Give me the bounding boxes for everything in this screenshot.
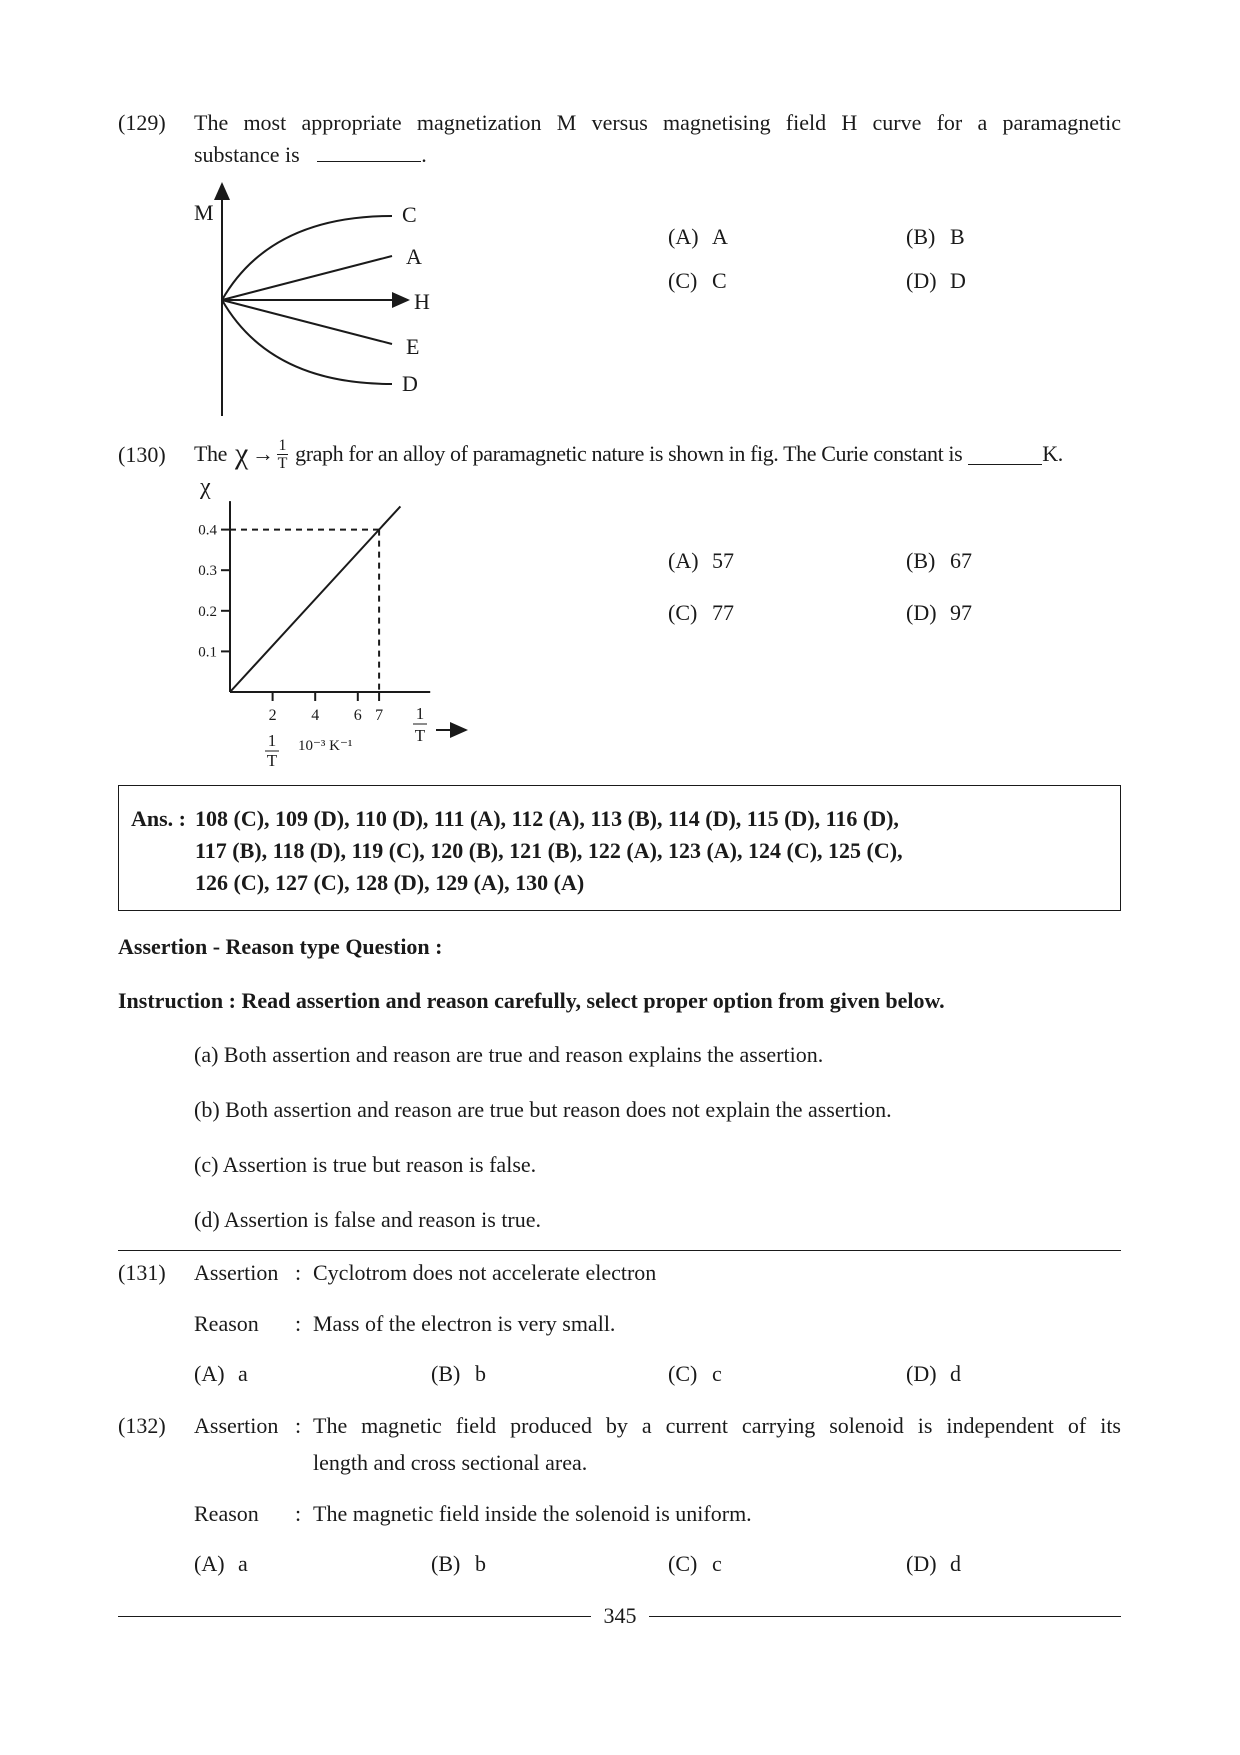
option-label: (B) [431, 1551, 461, 1576]
curve-c-label: C [402, 202, 417, 227]
option-label: (D) [906, 600, 937, 625]
q132-assertion-line2: length and cross sectional area. [313, 1450, 588, 1475]
answer-blank [968, 444, 1042, 465]
question-number-129: (129) [118, 110, 166, 135]
option-label: (D) [906, 1361, 937, 1386]
curve-a-label: A [406, 244, 422, 269]
x-end-label-den: T [414, 726, 426, 745]
x-axis-end-label [413, 704, 466, 745]
option-value: b [475, 1551, 486, 1576]
one-over-t-fraction [277, 437, 289, 472]
section-instruction: Instruction : Read assertion and reason carefully, select proper option from given below. [118, 988, 945, 1013]
x-unit-label: 10⁻³ K⁻¹ [298, 738, 353, 754]
y-tick-label-1: 0.2 [198, 603, 217, 620]
q129-option-a[interactable] [668, 224, 728, 250]
curve-c [222, 216, 392, 300]
question-130-the: The [194, 441, 228, 466]
x-tick-label-2: 6 [353, 707, 362, 724]
q131-assertion-label: Assertion [194, 1260, 279, 1285]
section-divider [118, 1250, 1121, 1251]
q131-option-c[interactable] [668, 1361, 722, 1387]
curve-d [222, 300, 392, 384]
x-ticks [269, 692, 384, 724]
series-line [230, 506, 400, 692]
fraction-numerator: 1 [278, 436, 287, 454]
q131-reason-label: Reason [194, 1311, 259, 1336]
option-label: (C) [668, 1551, 698, 1576]
question-number-132: (132) [118, 1413, 166, 1438]
q132-assertion-line1: The magnetic field produced by a current carrying solenoid is independent of its [313, 1413, 1121, 1438]
x-axis-under-label [265, 731, 279, 770]
x-tick-label-0: 2 [268, 707, 277, 724]
option-value: 57 [712, 548, 734, 573]
y-ticks [198, 523, 230, 661]
option-value: a [238, 1361, 248, 1386]
option-label: (B) [906, 548, 936, 573]
curve-e-label: E [406, 334, 420, 359]
answer-key-box [118, 785, 1121, 911]
option-value: C [712, 268, 727, 293]
option-label: (A) [668, 224, 699, 249]
q130-option-a[interactable] [668, 548, 734, 574]
q131-assertion-text: Cyclotrom does not accelerate electron [313, 1260, 657, 1285]
answer-key-line1: 108 (C), 109 (D), 110 (D), 111 (A), 112 (A), 113 (B), 114 (D), 115 (D), 116 (D), [195, 806, 899, 831]
x-tick-label-3: 7 [375, 707, 384, 724]
option-value: D [950, 268, 966, 293]
option-value: c [712, 1551, 722, 1576]
arrow-symbol: → [251, 441, 274, 466]
mh-curve-figure [180, 176, 470, 421]
q132-reason-label: Reason [194, 1501, 259, 1526]
page-number: 345 [603, 1603, 637, 1628]
option-value: c [712, 1361, 722, 1386]
answer-key-line2: 117 (B), 118 (D), 119 (C), 120 (B), 121 (B), 122 (A), 123 (A), 124 (C), 125 (C), [195, 838, 903, 863]
q132-option-b[interactable] [431, 1551, 486, 1577]
answer-blank [317, 141, 421, 162]
q129-option-c[interactable] [668, 268, 727, 294]
y-tick-label-0: 0.1 [198, 644, 217, 661]
option-label: (B) [431, 1361, 461, 1386]
answer-key-head: Ans. : [131, 806, 187, 831]
q132-reason-text: The magnetic field inside the solenoid is uniform. [313, 1501, 752, 1526]
x-under-label-den: T [266, 751, 278, 770]
option-label: (D) [906, 268, 937, 293]
q132-reason-colon: : [295, 1501, 302, 1526]
question-129-text-line2-words: substance is [194, 142, 300, 167]
y-tick-label-2: 0.3 [198, 563, 217, 580]
chi-symbol: χ [235, 437, 248, 470]
q132-option-a[interactable] [194, 1551, 248, 1577]
option-value: a [238, 1551, 248, 1576]
question-number-131: (131) [118, 1260, 166, 1285]
choice-c: (c) Assertion is true but reason is false. [194, 1152, 537, 1177]
choice-b: (b) Both assertion and reason are true but reason does not explain the assertion. [194, 1097, 892, 1122]
q131-option-a[interactable] [194, 1361, 248, 1387]
footer-rule-right [649, 1616, 1121, 1617]
q131-reason-colon: : [295, 1311, 302, 1336]
q131-assertion-colon: : [295, 1260, 302, 1285]
option-value: d [950, 1361, 961, 1386]
choice-a: (a) Both assertion and reason are true and reason explains the assertion. [194, 1042, 824, 1067]
section-title: Assertion - Reason type Question : [118, 934, 443, 959]
option-label: (D) [906, 1551, 937, 1576]
option-label: (A) [668, 548, 699, 573]
chi-vs-inverse-t-chart [180, 470, 480, 770]
question-129-text-line2 [194, 140, 427, 170]
curve-a [222, 256, 392, 300]
option-value: 97 [950, 600, 972, 625]
y-tick-label-3: 0.4 [198, 522, 217, 539]
q132-assertion-label: Assertion [194, 1413, 279, 1438]
option-value: d [950, 1551, 961, 1576]
q131-option-d[interactable] [906, 1361, 961, 1387]
option-value: B [950, 224, 965, 249]
option-value: 77 [712, 600, 734, 625]
curie-unit: K. [1042, 441, 1063, 466]
x-end-label-num: 1 [415, 704, 425, 723]
q131-option-b[interactable] [431, 1361, 486, 1387]
option-label: (C) [668, 600, 698, 625]
h-axis-label: H [414, 289, 430, 314]
option-label: (A) [194, 1551, 225, 1576]
question-130-rest: graph for an alloy of paramagnetic nature is shown in fig. The Curie constant is [295, 441, 963, 466]
q132-option-c[interactable] [668, 1551, 722, 1577]
curve-e [222, 300, 392, 344]
option-label: (A) [194, 1361, 225, 1386]
choice-d: (d) Assertion is false and reason is true. [194, 1207, 542, 1232]
chi-axis-label: χ [200, 474, 211, 500]
q129-option-b[interactable] [906, 224, 965, 250]
q132-option-d[interactable] [906, 1551, 961, 1577]
x-under-label-num: 1 [267, 731, 277, 750]
option-value: A [712, 224, 728, 249]
question-129-period: . [421, 142, 427, 167]
fraction-denominator: T [277, 454, 288, 472]
option-value: b [475, 1361, 486, 1386]
q131-reason-text: Mass of the electron is very small. [313, 1311, 616, 1336]
q130-option-d[interactable] [906, 600, 972, 626]
q132-assertion-colon: : [295, 1413, 302, 1438]
m-axis-label: M [194, 200, 214, 225]
option-label: (C) [668, 1361, 698, 1386]
footer-rule-left [118, 1616, 591, 1617]
option-label: (C) [668, 268, 698, 293]
x-tick-label-1: 4 [311, 707, 320, 724]
question-number-130: (130) [118, 442, 166, 467]
option-value: 67 [950, 548, 972, 573]
question-129-text-line1: The most appropriate magnetization M versus magnetising field H curve for a paramagnetic [194, 110, 1121, 135]
option-label: (B) [906, 224, 936, 249]
q129-option-d[interactable] [906, 268, 966, 294]
q130-option-c[interactable] [668, 600, 734, 626]
curve-d-label: D [402, 371, 418, 396]
answer-key-line3: 126 (C), 127 (C), 128 (D), 129 (A), 130 (A) [195, 870, 585, 895]
q130-option-b[interactable] [906, 548, 972, 574]
